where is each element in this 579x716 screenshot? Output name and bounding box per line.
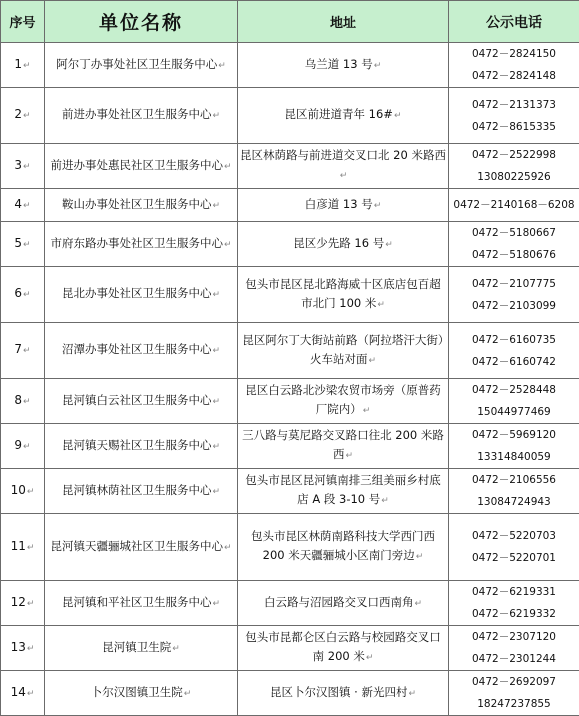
clinic-address: 包头市昆区昆河镇南排三组美丽乡村底店 A 段 3-10 号 [245,473,441,506]
clinic-address: 昆区白云路北沙梁农贸市场旁（原普药厂院内） [245,383,441,416]
row-number: 12 [11,595,26,609]
paragraph-mark-icon: ↵ [394,111,402,121]
clinic-name: 沼潭办事处社区卫生服务中心 [62,342,212,356]
phone-number: 0472－6219331 [451,581,577,603]
clinic-address: 三八路与莫尼路交叉路口往北 200 米路西 [242,428,444,461]
row-number: 5 [14,236,22,250]
phone-number: 0472－2522998 [451,144,577,166]
cell-no [1,469,45,514]
cell-phone [449,626,579,671]
paragraph-mark-icon: ↵ [27,689,35,699]
clinic-name: 昆河镇林荫社区卫生服务中心 [62,483,212,497]
clinic-name: 前进办事处社区卫生服务中心 [62,107,212,121]
cell-name [45,671,238,716]
phone-number: 0472－5180676 [451,244,577,266]
paragraph-mark-icon: ↵ [27,543,35,553]
paragraph-mark-icon: ↵ [366,653,374,663]
paragraph-mark-icon: ↵ [224,240,232,250]
row-number: 6 [14,286,22,300]
cell-phone [449,323,579,379]
paragraph-mark-icon: ↵ [224,162,232,172]
cell-phone [449,88,579,144]
paragraph-mark-icon: ↵ [224,543,232,553]
phone-number: 0472－5180667 [451,222,577,244]
cell-name [45,189,238,222]
table-row [1,469,579,514]
cell-phone [449,189,579,222]
cell-address [238,379,449,424]
table-body [1,43,579,716]
phone-number: 13314840059 [451,446,577,468]
header-address: 地址 [238,1,449,43]
paragraph-mark-icon: ↵ [212,442,220,452]
clinic-name: 卜尔汉图镇卫生院 [91,685,183,699]
cell-name [45,469,238,514]
cell-name [45,144,238,189]
cell-no [1,189,45,222]
header-name: 单位名称 [45,1,238,43]
cell-no [1,514,45,581]
table-row [1,323,579,379]
phone-number: 0472－2692097 [451,671,577,693]
clinic-address: 白云路与沼园路交叉口西南角 [264,595,414,609]
cell-no [1,43,45,88]
paragraph-mark-icon: ↵ [23,397,31,407]
cell-address [238,189,449,222]
row-number: 7 [14,342,22,356]
cell-address [238,626,449,671]
cell-phone [449,424,579,469]
cell-phone [449,581,579,626]
cell-address [238,424,449,469]
table-row [1,671,579,716]
table-row [1,379,579,424]
paragraph-mark-icon: ↵ [23,442,31,452]
phone-number: 13080225926 [451,166,577,188]
clinic-name: 昆河镇和平社区卫生服务中心 [62,595,212,609]
table-row [1,514,579,581]
phone-number: 15044977469 [451,401,577,423]
cell-no [1,222,45,267]
cell-name [45,424,238,469]
paragraph-mark-icon: ↵ [218,61,226,71]
cell-phone [449,43,579,88]
phone-number: 0472－8615335 [451,116,577,138]
cell-phone [449,379,579,424]
phone-number: 0472－5220703 [451,525,577,547]
row-number: 4 [14,197,22,211]
clinic-address: 包头市昆区林荫南路科技大学西门西 200 米天疆骊城小区南门旁边 [251,529,435,562]
phone-number: 0472－2301244 [451,648,577,670]
paragraph-mark-icon: ↵ [374,61,382,71]
cell-address [238,514,449,581]
cell-name [45,88,238,144]
row-number: 9 [14,438,22,452]
cell-address [238,581,449,626]
clinic-address: 昆区阿尔丁大街站前路（阿拉塔汗大街）火车站对面 [242,333,443,366]
row-number: 2 [14,107,22,121]
phone-number: 0472－5969120 [451,424,577,446]
clinic-name: 昆河镇卫生院 [102,640,171,654]
phone-number: 0472－2106556 [451,469,577,491]
cell-phone [449,514,579,581]
clinic-name: 鞍山办事处社区卫生服务中心 [62,197,212,211]
clinic-address: 包头市昆区昆北路海威十区底店包百超市北门 100 米 [245,277,441,310]
phone-number: 0472－2307120 [451,626,577,648]
paragraph-mark-icon: ↵ [23,111,31,121]
table-row [1,88,579,144]
table-row [1,267,579,323]
cell-name [45,379,238,424]
row-number: 1 [14,57,22,71]
paragraph-mark-icon: ↵ [27,487,35,497]
paragraph-mark-icon: ↵ [368,356,376,366]
phone-number: 0472－6160742 [451,351,577,373]
paragraph-mark-icon: ↵ [212,599,220,609]
cell-name [45,323,238,379]
phone-number: 18247237855 [451,693,577,715]
table-row [1,43,579,88]
cell-no [1,581,45,626]
clinic-name: 昆河镇白云社区卫生服务中心 [62,393,212,407]
paragraph-mark-icon: ↵ [27,599,35,609]
paragraph-mark-icon: ↵ [23,240,31,250]
paragraph-mark-icon: ↵ [212,290,220,300]
paragraph-mark-icon: ↵ [212,487,220,497]
phone-number: 0472－6219332 [451,603,577,625]
cell-address [238,469,449,514]
clinic-address: 乌兰道 13 号 [305,57,373,71]
paragraph-mark-icon: ↵ [374,201,382,211]
paragraph-mark-icon: ↵ [381,496,389,506]
row-number: 13 [11,640,26,654]
table-row [1,424,579,469]
clinic-address: 昆区林荫路与前进道交叉口北 20 米路西 [240,148,446,162]
paragraph-mark-icon: ↵ [414,599,422,609]
clinic-address: 昆区前进道青年 16# [285,107,393,121]
phone-number: 0472－5220701 [451,547,577,569]
cell-no [1,424,45,469]
paragraph-mark-icon: ↵ [23,346,31,356]
cell-address [238,43,449,88]
cell-name [45,43,238,88]
phone-number: 0472－2824150 [451,43,577,65]
paragraph-mark-icon: ↵ [385,240,393,250]
cell-address [238,267,449,323]
header-row [1,1,579,43]
paragraph-mark-icon: ↵ [408,689,416,699]
phone-number: 0472－2528448 [451,379,577,401]
table-row [1,626,579,671]
clinic-name: 阿尔丁办事处社区卫生服务中心 [56,57,217,71]
cell-address [238,88,449,144]
cell-no [1,671,45,716]
cell-phone [449,671,579,716]
paragraph-mark-icon: ↵ [345,451,353,461]
paragraph-mark-icon: ↵ [212,111,220,121]
cell-no [1,267,45,323]
row-number: 8 [14,393,22,407]
clinic-address: 包头市昆都仑区白云路与校园路交叉口南 200 米 [245,630,441,663]
paragraph-mark-icon: ↵ [23,162,31,172]
row-number: 3 [14,158,22,172]
paragraph-mark-icon: ↵ [416,552,424,562]
paragraph-mark-icon: ↵ [172,644,180,654]
cell-no [1,88,45,144]
phone-number: 0472－2140168－6208 [451,194,577,216]
table-row [1,189,579,222]
cell-phone [449,267,579,323]
clinic-name: 市府东路办事处社区卫生服务中心 [50,236,223,250]
clinic-address: 昆区卜尔汉图镇 · 新光四村 [270,685,407,699]
cell-name [45,267,238,323]
phone-number: 13084724943 [451,491,577,513]
cell-no [1,626,45,671]
clinic-name: 前进办事处惠民社区卫生服务中心 [50,158,223,172]
paragraph-mark-icon: ↵ [212,201,220,211]
header-no: 序号 [1,1,45,43]
cell-name [45,581,238,626]
paragraph-mark-icon: ↵ [363,406,371,416]
paragraph-mark-icon: ↵ [23,290,31,300]
table-row [1,222,579,267]
phone-number: 0472－2107775 [451,273,577,295]
table-row [1,581,579,626]
cell-phone [449,144,579,189]
clinic-address: 白彦道 13 号 [305,197,373,211]
row-number: 10 [11,483,26,497]
clinic-name: 昆河镇天疆骊城社区卫生服务中心 [50,539,223,553]
clinic-address: 昆区少先路 16 号 [293,236,384,250]
cell-address [238,222,449,267]
row-number: 14 [11,685,26,699]
header-phone: 公示电话 [449,1,579,43]
phone-number: 0472－6160735 [451,329,577,351]
paragraph-mark-icon: ↵ [23,61,31,71]
phone-number: 0472－2131373 [451,94,577,116]
cell-name [45,514,238,581]
clinic-name: 昆河镇天赐社区卫生服务中心 [62,438,212,452]
paragraph-mark-icon: ↵ [212,397,220,407]
cell-address [238,671,449,716]
paragraph-mark-icon: ↵ [340,171,348,181]
cell-address [238,323,449,379]
cell-no [1,379,45,424]
phone-number: 0472－2103099 [451,295,577,317]
cell-address [238,144,449,189]
paragraph-mark-icon: ↵ [377,300,385,310]
paragraph-mark-icon: ↵ [23,201,31,211]
paragraph-mark-icon: ↵ [212,346,220,356]
clinic-name: 昆北办事处社区卫生服务中心 [62,286,212,300]
cell-phone [449,469,579,514]
row-number: 11 [11,539,26,553]
cell-no [1,144,45,189]
table-row [1,144,579,189]
phone-number: 0472－2824148 [451,65,577,87]
cell-no [1,323,45,379]
cell-phone [449,222,579,267]
cell-name [45,222,238,267]
paragraph-mark-icon: ↵ [184,689,192,699]
cell-name [45,626,238,671]
paragraph-mark-icon: ↵ [27,644,35,654]
